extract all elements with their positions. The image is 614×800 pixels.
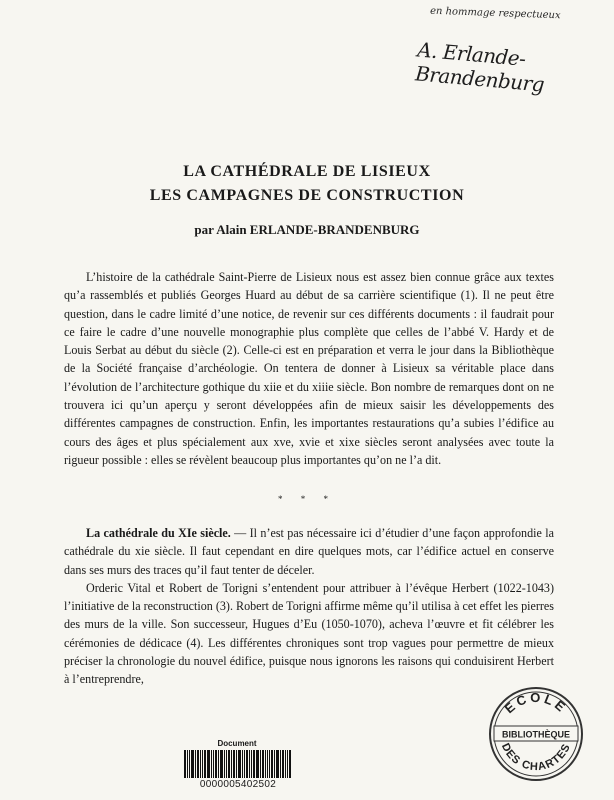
barcode-bar [211, 750, 212, 778]
barcode-bar [224, 750, 225, 778]
barcode-bar [244, 750, 245, 778]
section-paragraph-1 [64, 524, 554, 579]
barcode-bar [207, 750, 210, 778]
barcode-bar [233, 750, 235, 778]
barcode-bar [236, 750, 237, 778]
library-stamp [488, 686, 584, 782]
barcode-bar [246, 750, 248, 778]
intro-block [64, 268, 554, 469]
section-block [64, 524, 554, 689]
barcode-bar [231, 750, 232, 778]
barcode-bar [220, 750, 223, 778]
barcode-bar [256, 750, 259, 778]
barcode-bar [238, 750, 241, 778]
section-paragraph-1-text: — Il n’est pas nécessaire ici d’étudier d’une façon approfondie la cathédrale du xie siècle. Il faut cependant en dire quelques mots, car l’édifice actuel en conserve dans ses murs des traces qu’il faut tenter de déceler. [64, 526, 554, 577]
barcode-bar [287, 750, 288, 778]
barcode-bar [276, 750, 279, 778]
barcode-number: 0000005402502 [199, 779, 277, 790]
barcode-bar [262, 750, 264, 778]
barcode-bar [271, 750, 273, 778]
barcode-bar [191, 750, 194, 778]
barcode-bar [228, 750, 230, 778]
handwritten-signature: A. Erlande-Brandenburg [414, 37, 546, 97]
article-title-line1: LA CATHÉDRALE DE LISIEUX [183, 163, 431, 180]
barcode-bar [267, 750, 268, 778]
article-author: par Alain ERLANDE-BRANDENBURG [194, 222, 420, 237]
barcode-bar [285, 750, 286, 778]
barcode-bar [274, 750, 275, 778]
barcode-bar [253, 750, 255, 778]
barcode-bar [187, 750, 188, 778]
section-heading: La cathédrale du XIe siècle. [86, 526, 231, 540]
barcode-bar [251, 750, 252, 778]
barcode-bar [249, 750, 250, 778]
stamp-middle-text: BIBLIOTHÈQUE [501, 729, 571, 740]
barcode-bar [202, 750, 203, 778]
barcode-bar [226, 750, 227, 778]
barcode-bar [282, 750, 284, 778]
barcode-bar [195, 750, 196, 778]
handwritten-dedication: en hommage respectueux [429, 5, 561, 22]
barcode [184, 750, 292, 778]
barcode-bar [204, 750, 206, 778]
barcode-bar [218, 750, 219, 778]
barcode-bar [260, 750, 261, 778]
barcode-bar [242, 750, 243, 778]
intro-paragraph: L’histoire de la cathédrale Saint-Pierre de Lisieux nous est assez bien connue grâce aux textes qu’a rassemblés et publiés Georges Huard au début de sa carrière scientifique (1). Il ne peut être question, dans le cadre limité d’une notice, de revenir sur ces différents documents : il faudrait pour ce faire le cadre d’une nouvelle monographie plus complète que celles de l’abbé V. Hardy et de Louis Serbat au début du siècle (2). Celle-ci est en préparation et verra le jour dans la Bibliothèque de la Société française d’archéologie. On tentera de donner à Lisieux sa véritable place dans l’évolution de l’architecture gothique du xiie et du xiiie siècle. Bon nombre de remarques dont on ne trouvera ici qu’un aperçu y seront développées afin de mieux saisir les développements des différentes campagnes de construction. Enfin, les importantes restaurations qu’a subies l’édifice au cours des âges et plus spécialement aux xve, xvie et xixe siècles seront analysées avec toute la rigueur possible : elles se révèlent beaucoup plus importantes qu’on ne l’a dit. [64, 270, 554, 467]
barcode-label: Document [217, 739, 257, 748]
barcode-bar [200, 750, 201, 778]
barcode-bar [269, 750, 270, 778]
article-title-line2: LES CAMPAGNES DE CONSTRUCTION [149, 187, 465, 204]
section-paragraph-2: Orderic Vital et Robert de Torigni s’entendent pour attribuer à l’évêque Herbert (1022-1043) l’initiative de la reconstruction (3). Robert de Torigni affirme même qu’il utilisa à cet effet les pierres des murs de la ville. Son successeur, Hugues d’Eu (1050-1070), acheva l’œuvre et fit célébrer les cérémonies de dédicace (4). Les différentes chroniques sont trop vagues pour permettre de mieux préciser la chronologie du nouvel édifice, puisque nous ignorons les raisons qui conduisirent Herbert à l’entreprendre, [64, 580, 554, 687]
barcode-bar [289, 750, 291, 778]
stamp-top-text: ECOLE [501, 689, 571, 717]
barcode-bar [184, 750, 186, 778]
barcode-bar [265, 750, 266, 778]
barcode-bar [197, 750, 199, 778]
barcode-bar [213, 750, 214, 778]
barcode-bar [189, 750, 190, 778]
barcode-bar [280, 750, 281, 778]
barcode-bar [215, 750, 217, 778]
section-separator: * * * [278, 494, 336, 504]
stamp-bottom-text: DES CHARTES [498, 741, 574, 774]
